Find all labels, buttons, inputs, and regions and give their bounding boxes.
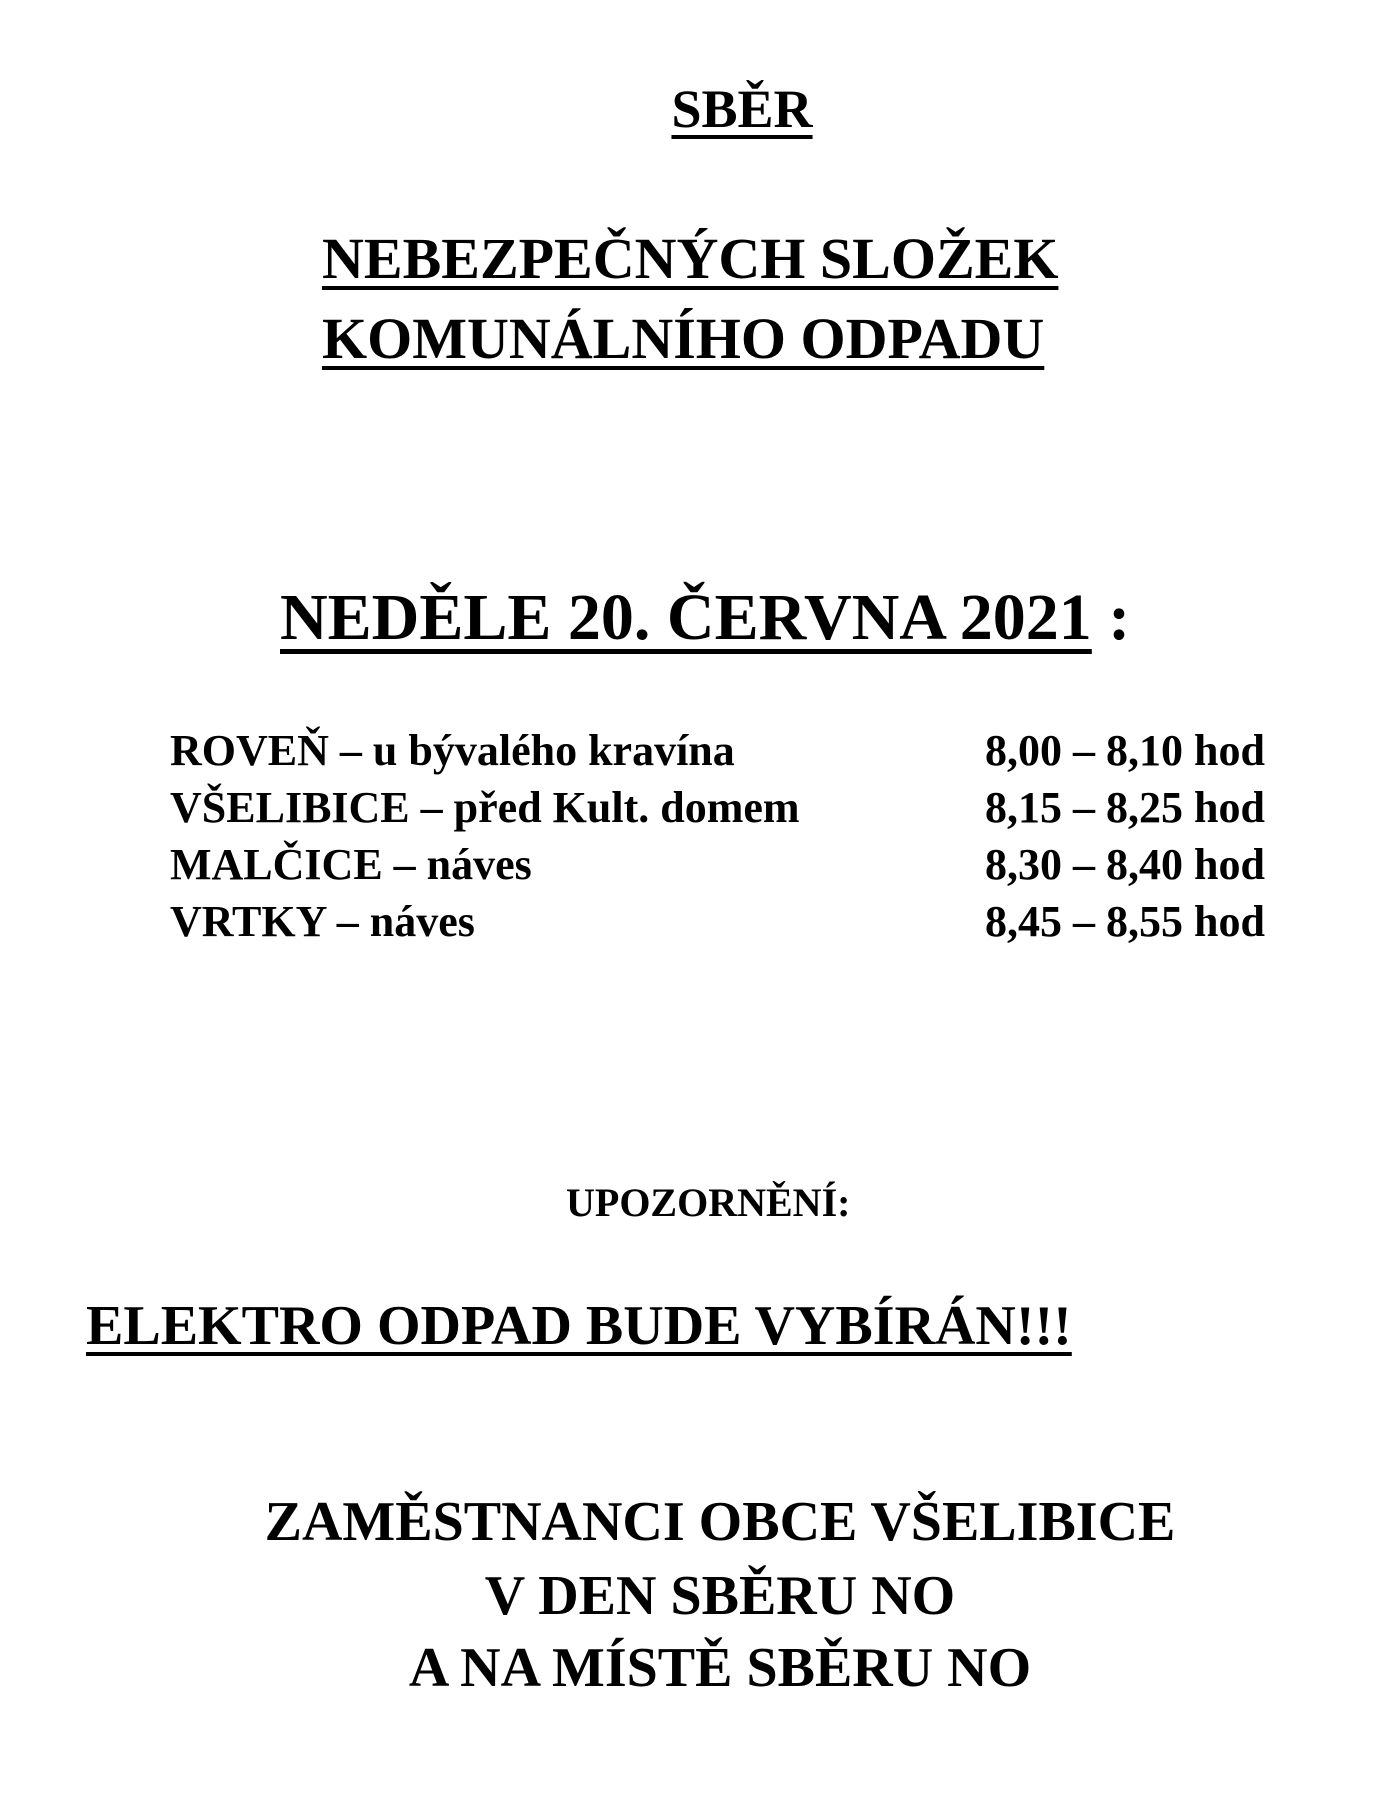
document-title: [0, 79, 1387, 139]
schedule-place: VŠELIBICE – před Kult. domem: [170, 783, 800, 832]
schedule-list: [170, 722, 1320, 950]
schedule-place: MALČICE – náves: [170, 840, 532, 889]
subtitle-line-2: [322, 306, 1045, 371]
schedule-row: [170, 893, 1320, 950]
title-text: SBĚR: [671, 79, 813, 139]
collection-date: [280, 581, 1131, 654]
schedule-time: 8,45 – 8,55 hod: [985, 897, 1265, 946]
footer-line-1: ZAMĚSTNANCI OBCE VŠELIBICE: [264, 1491, 1176, 1553]
subtitle-line-1: [322, 226, 1059, 291]
notice-label: UPOZORNĚNÍ:: [566, 1180, 851, 1225]
schedule-place: ROVEŇ – u bývalého kravína: [170, 726, 735, 775]
subtitle-line-1-text: NEBEZPEČNÝCH SLOŽEK: [322, 226, 1059, 291]
schedule-time: 8,00 – 8,10 hod: [985, 726, 1265, 775]
subtitle-line-2-text: KOMUNÁLNÍHO ODPADU: [322, 306, 1045, 371]
schedule-row: [170, 722, 1320, 779]
schedule-row: [170, 836, 1320, 893]
collection-date-suffix: :: [1091, 581, 1131, 654]
footer-line-3: A NA MÍSTĚ SBĚRU NO: [408, 1637, 1032, 1699]
schedule-row: [170, 779, 1320, 836]
footer-line-2: V DEN SBĚRU NO: [484, 1565, 956, 1627]
notice-text: [86, 1295, 1072, 1357]
schedule-time: 8,15 – 8,25 hod: [985, 783, 1265, 832]
collection-date-text: NEDĚLE 20. ČERVNA 2021: [280, 581, 1092, 654]
schedule-place: VRTKY – náves: [170, 897, 475, 946]
notice-text-content: ELEKTRO ODPAD BUDE VYBÍRÁN!!!: [86, 1295, 1072, 1357]
schedule-time: 8,30 – 8,40 hod: [985, 840, 1265, 889]
